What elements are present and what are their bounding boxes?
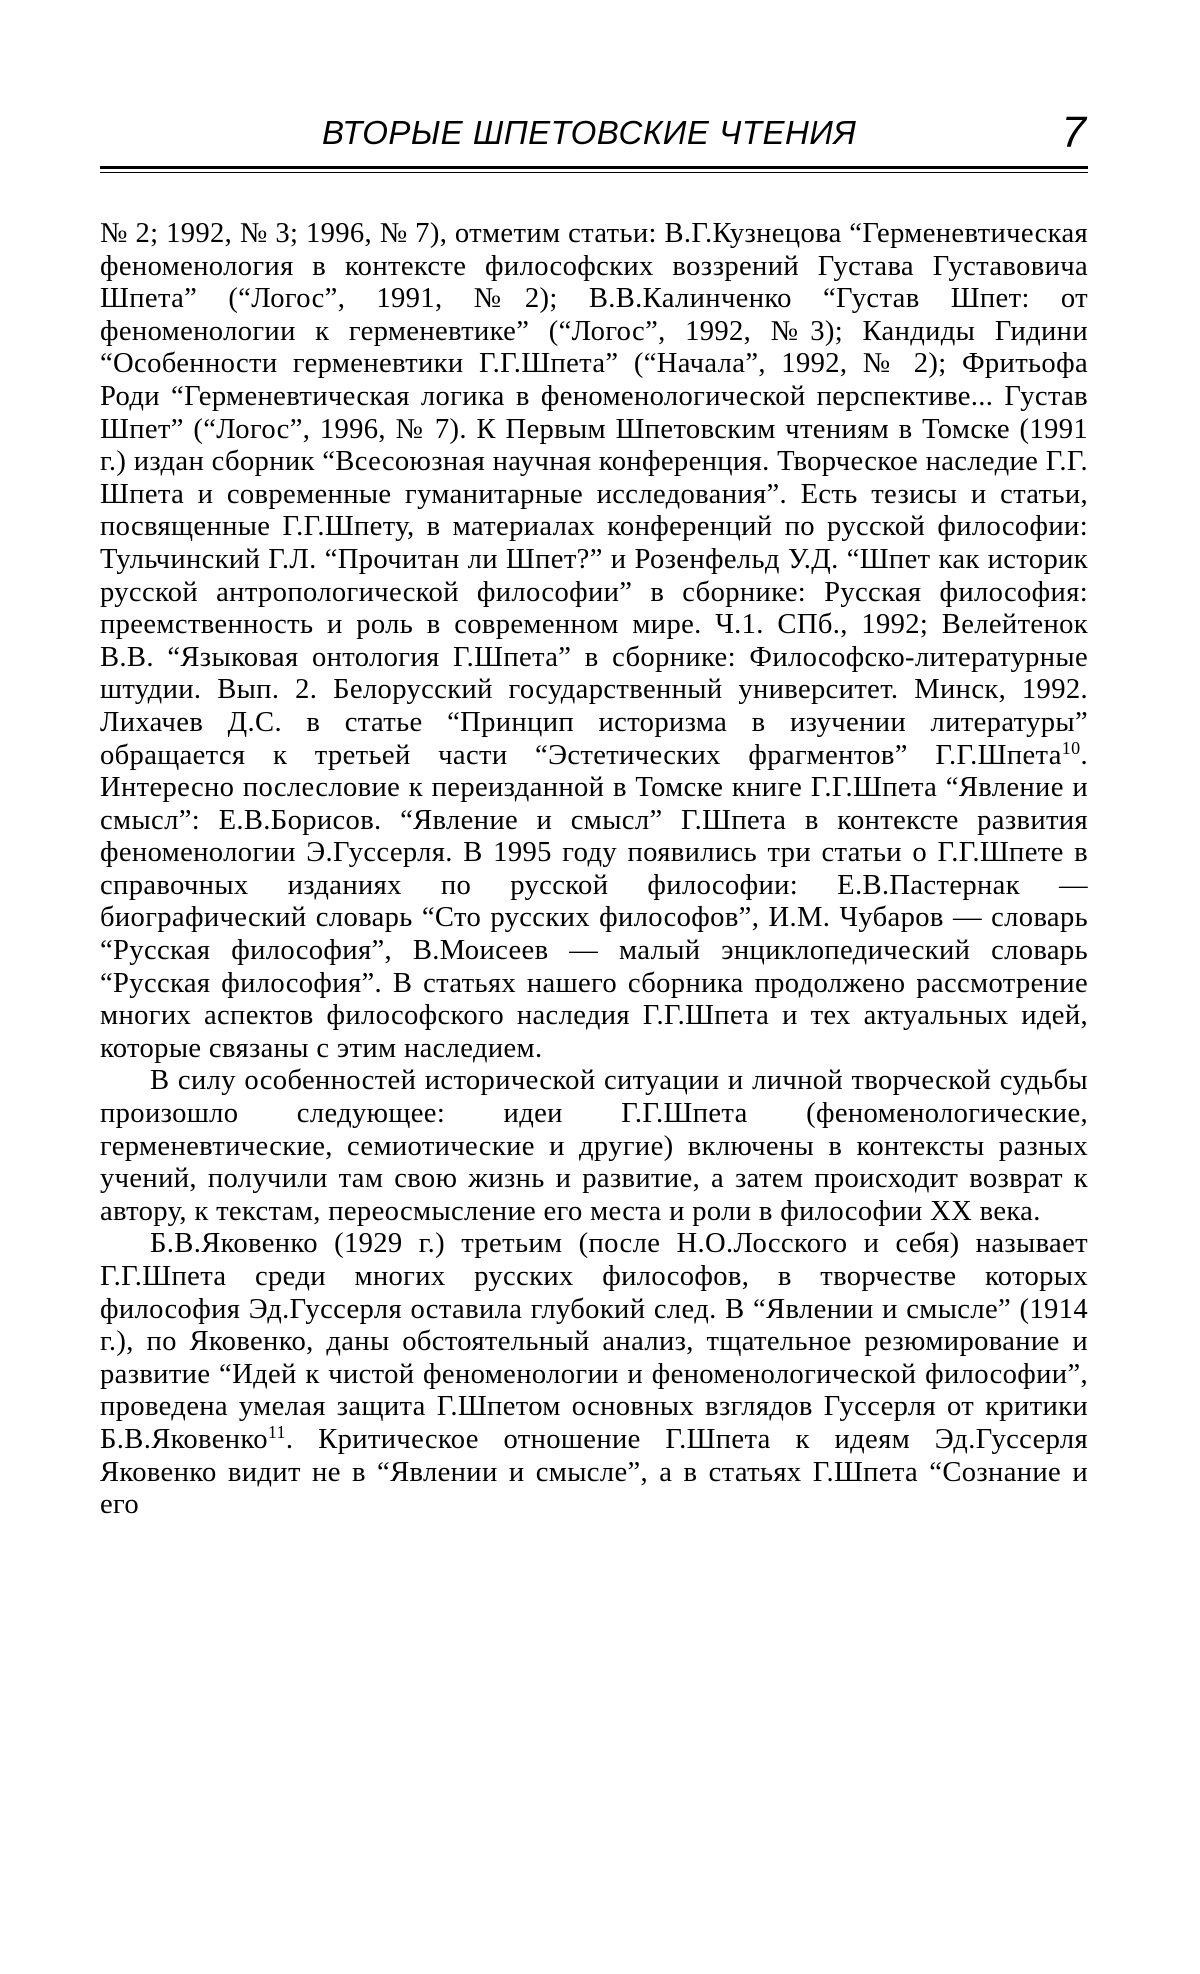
body-text <box>100 218 1088 1522</box>
footnote-ref: 10 <box>1061 737 1081 758</box>
header-rule-thin <box>100 172 1088 173</box>
paragraph <box>100 1065 1088 1228</box>
paragraph <box>100 218 1088 1065</box>
paragraph <box>100 1228 1088 1521</box>
page-number: 7 <box>1061 108 1086 157</box>
running-header-title: ВТОРЫЕ ШПЕТОВСКИЕ ЧТЕНИЯ <box>322 114 857 151</box>
header-rule <box>100 166 1088 169</box>
footnote-ref: 11 <box>267 1421 286 1442</box>
running-header <box>100 108 1090 164</box>
paragraph-text: . Критическое отношение Г.Шпета к идеям Эд.Гуссерля Яковенко видит не в “Явлении и смысле”, а в статьях Г.Шпета “Сознание и его <box>100 1423 1088 1521</box>
paragraph-text: № 2; 1992, № 3; 1996, № 7), отметим статьи: В.Г.Кузнецова “Герменевтическая феноменология в контексте философских воззрений Густава Густавовича Шпета” (“Логос”, 1991, №2); В.В.Калинченко “Густав Шпет: от феноменологии к герменевтике” (“Логос”, 1992, №3); Кандиды Гидини “Особенности герменевтики Г.Г.Шпета” (“Начала”, 1992, № 2); Фритьофа Роди “Герменевтическая логика в феноменологической перспективе... Густав Шпет” (“Логос”, 1996, № 7). К Первым Шпетовским чтениям в Томске (1991 г.) издан сборник “Всесоюзная научная конференция. Творческое наследие Г.Г. Шпета и современные гуманитарные исследования”. Есть тезисы и статьи, посвященные Г.Г.Шпету, в материалах конференций по русской философии: Тульчинский Г.Л. “Прочитан ли Шпет?” и Розенфельд У.Д. “Шпет как историк русской антропологической философии” в сборнике: Русская философия: преемственность и роль в современном мире. Ч.1. СПб., 1992; Велейтенок В.В. “Языковая онтология Г.Шпета” в сборнике: Философско-литературные штудии. Вып. 2. Белорусский государственный университет. Минск, 1992. Лихачев Д.С. в статье “Принцип историзма в изучении литературы” обращается к третьей части “Эстетических фрагментов” Г.Г.Шпета <box>100 218 1088 771</box>
paragraph-text: . Интересно послесловие к переизданной в Томске книге Г.Г.Шпета “Явление и смысл”: Е.В.Борисов. “Явление и смысл” Г.Шпета в контексте развития феноменологии Э.Гуссерля. В 1995 году появились три статьи о Г.Г.Шпете в справочных изданиях по русской философии: Е.В.Пастернак — биографический словарь “Сто русских философов”, И.М. Чубаров — словарь “Русская философия”, В.Моисеев — малый энциклопедический словарь “Русская философия”. В статьях нашего сборника продолжено рассмотрение многих аспектов философского наследия Г.Г.Шпета и тех актуальных идей, которые связаны с этим наследием. <box>100 739 1088 1064</box>
paragraph-text: В силу особенностей исторической ситуации и личной творческой судьбы произошло следующее: идеи Г.Г.Шпета (феноменологические, герменевтические, семиотические и другие) включены в контексты разных учений, получили там свою жизнь и развитие, а затем происходит возврат к автору, к текстам, переосмысление его места и роли в философии XX века. <box>100 1065 1088 1227</box>
paragraph-text: Б.В.Яковенко (1929 г.) третьим (после Н.О.Лосского и себя) называет Г.Г.Шпета среди многих русских философов, в творчестве которых философия Эд.Гуссерля оставила глубокий след. В “Явлении и смысле” (1914 г.), по Яковенко, даны обстоятельный анализ, тщательное резюмирование и развитие “Идей к чистой феноменологии и феноменологической философии”, проведена умелая защита Г.Шпетом основных взглядов Гуссерля от критики Б.В.Яковенко <box>100 1228 1088 1455</box>
